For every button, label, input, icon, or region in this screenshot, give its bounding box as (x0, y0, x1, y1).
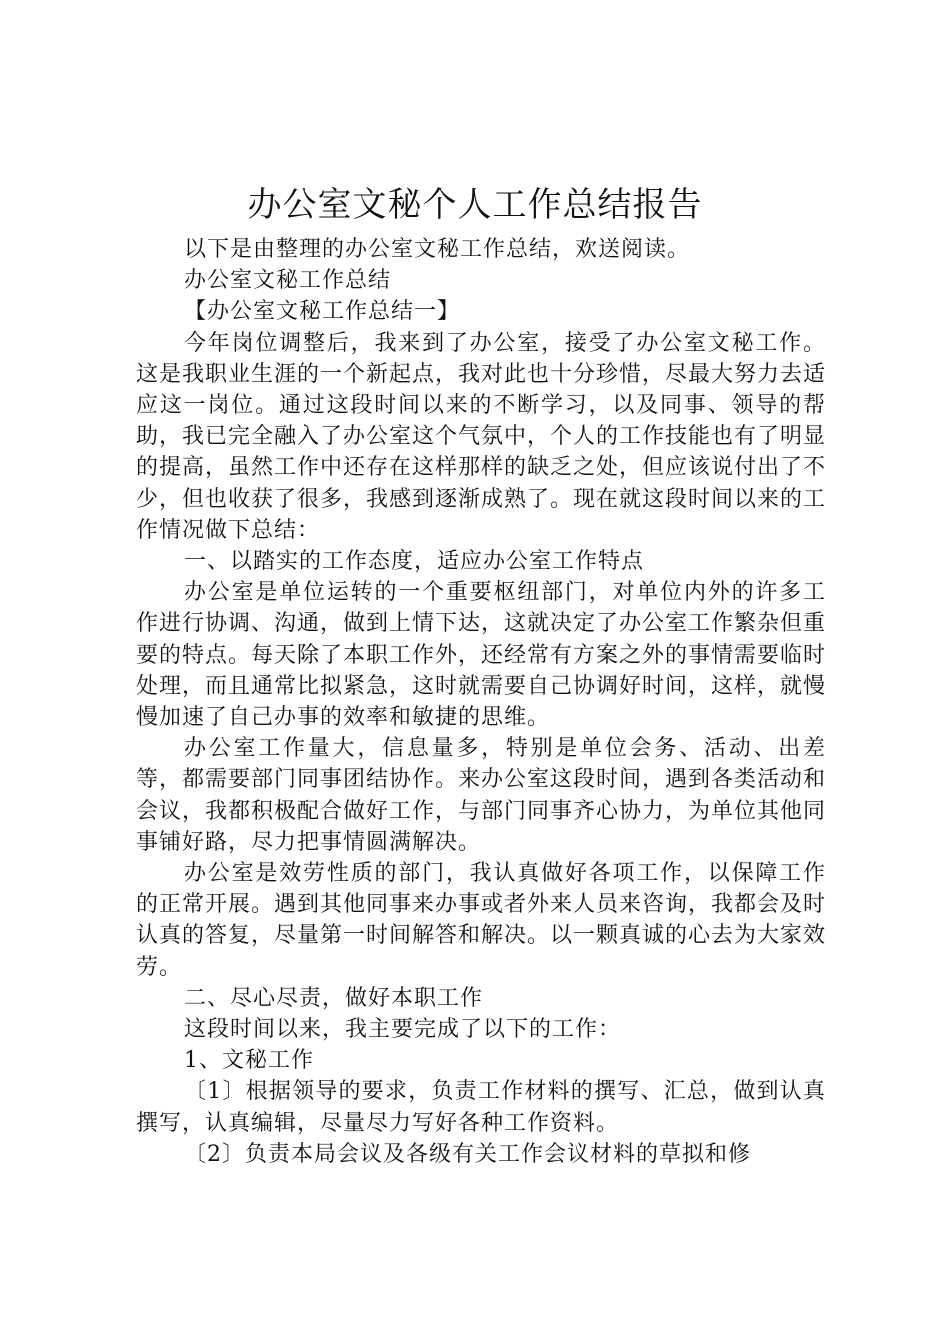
paragraph-item-1-2: 〔2〕负责本局会议及各级有关工作会议材料的草拟和修 (184, 1141, 751, 1167)
paragraph-office-role: 办公室是单位运转的一个重要枢纽部门，对单位内外的许多工作进行协调、沟通，做到上情下达，这就决定了办公室工作繁杂但重要的特点。每天除了本职工作外，还经常有方案之外的事情需要临时处理，而且通常比拟紧急，这时就需要自己协调好时间，这样，就慢慢加速了自己办事的效率和敏捷的思维。 (136, 580, 827, 731)
paragraph-section-label: 【办公室文秘工作总结一】 (184, 299, 461, 325)
heading-section-1: 一、以踏实的工作态度，适应办公室工作特点 (184, 549, 645, 575)
paragraph-service: 办公室是效劳性质的部门，我认真做好各项工作，以保障工作的正常开展。遇到其他同事来办事或者外来人员来咨询，我都会及时认真的答复，尽量第一时间解答和解决。以一颗真诚的心去为大家效劳。 (136, 861, 827, 980)
document-title: 办公室文秘个人工作总结报告 (247, 185, 703, 225)
paragraph-intro: 以下是由整理的办公室文秘工作总结，欢送阅读。 (184, 237, 691, 262)
paragraph-item-1-1: 〔1〕根据领导的要求，负责工作材料的撰写、汇总，做到认真撰写，认真编辑，尽量尽力写好各种工作资料。 (136, 1079, 826, 1136)
paragraph-overview: 今年岗位调整后，我来到了办公室，接受了办公室文秘工作。这是我职业生涯的一个新起点，我对此也十分珍惜，尽最大努力去适应这一岗位。通过这段时间以来的不断学习，以及同事、领导的帮助，我已完全融入了办公室这个气氛中，个人的工作技能也有了明显的提高，虽然工作中还存在这样那样的缺乏之处，但应该说付出了不少，但也收获了很多，我感到逐渐成熟了。现在就这段时间以来的工作情况做下总结： (136, 330, 827, 543)
heading-item-1: 1、文秘工作 (184, 1048, 314, 1074)
document-body (136, 234, 826, 1170)
paragraph-work-intro: 这段时间以来，我主要完成了以下的工作： (184, 1017, 622, 1043)
heading-section-2: 二、尽心尽责，做好本职工作 (184, 985, 484, 1011)
paragraph-teamwork: 办公室工作量大，信息量多，特别是单位会务、活动、出差等，都需要部门同事团结协作。来办公室这段时间，遇到各类活动和会议，我都积极配合做好工作，与部门同事齐心协力，为单位其他同事铺好路，尽力把事情圆满解决。 (136, 736, 827, 855)
paragraph-subtitle: 办公室文秘工作总结 (184, 268, 392, 294)
